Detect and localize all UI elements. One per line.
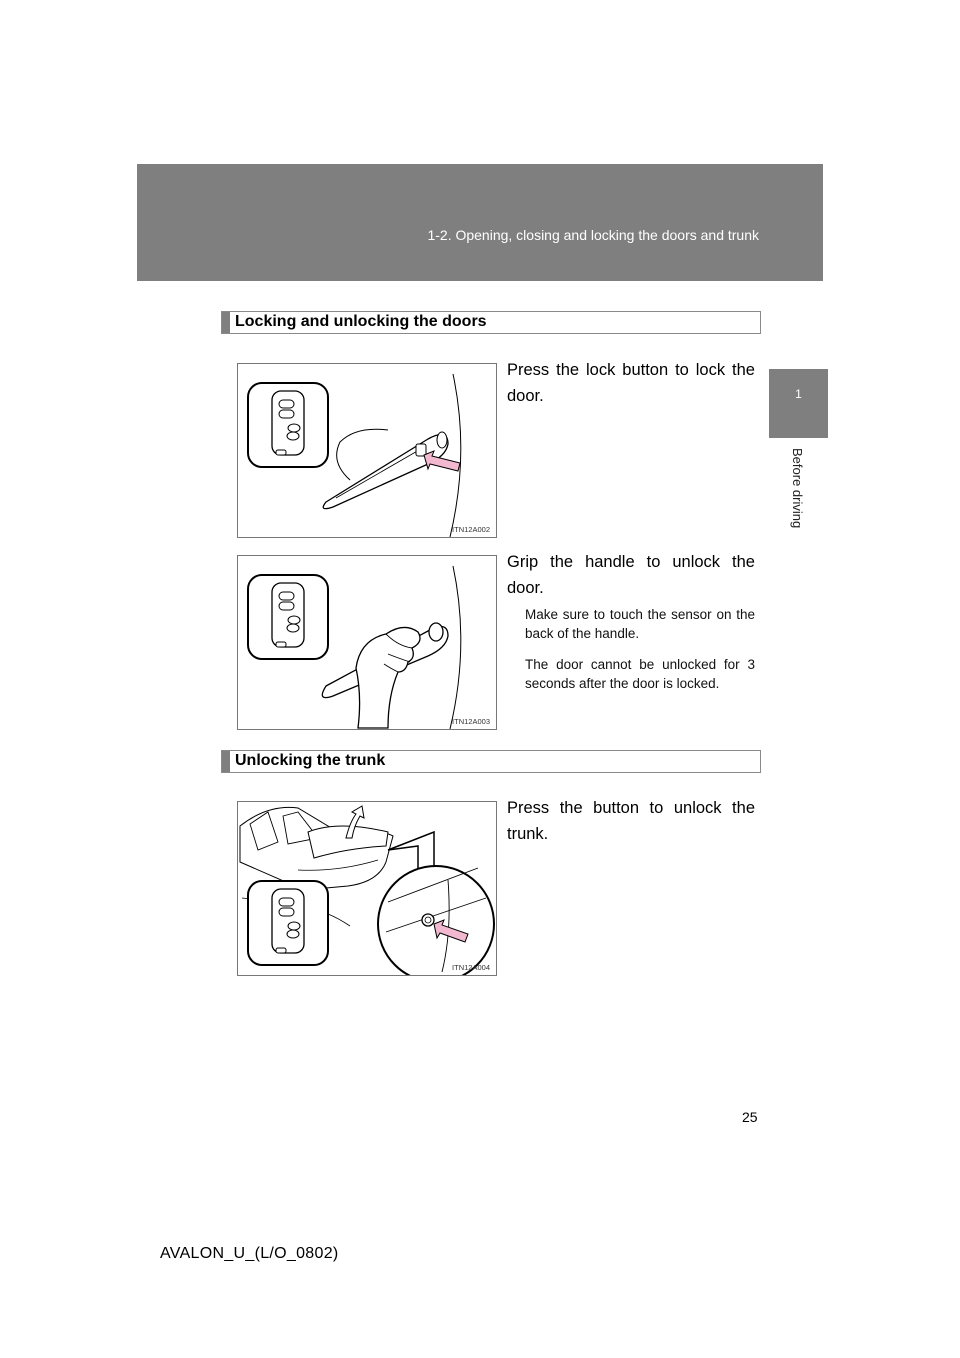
figure-code: ITN12A003: [452, 717, 490, 726]
figure-lock-door: [237, 363, 497, 538]
smart-key-icon: [248, 575, 328, 659]
heading-marker: [222, 312, 230, 333]
chapter-number: 1: [795, 387, 802, 401]
door-handle-icon: [238, 364, 496, 537]
note-delay: The door cannot be unlocked for 3 seconds after the door is locked.: [525, 657, 755, 691]
smart-key-icon: [248, 383, 328, 467]
header-band: [137, 164, 823, 281]
note-sensor: Make sure to touch the sensor on the back of the handle.: [525, 607, 755, 641]
instruction-unlock: Grip the handle to unlock the door.: [507, 553, 755, 597]
smart-key-icon: [248, 881, 328, 965]
instruction-trunk: Press the button to unlock the trunk.: [507, 799, 755, 843]
instruction-lock: Press the lock button to lock the door.: [507, 361, 755, 405]
page-number: 25: [742, 1109, 758, 1125]
section-heading-trunk: [221, 750, 761, 773]
figure-unlock-door: [237, 555, 497, 730]
trunk-icon: [238, 802, 496, 975]
section-heading-text: Unlocking the trunk: [235, 752, 386, 769]
section-heading-doors: [221, 311, 761, 334]
figure-code: ITN12A002: [452, 525, 490, 534]
section-heading-text: Locking and unlocking the doors: [235, 313, 487, 330]
figure-code: ITN12A004: [452, 963, 490, 972]
heading-marker: [222, 751, 230, 772]
chapter-label: Before driving: [790, 448, 805, 529]
chapter-tab: [769, 369, 828, 438]
hand-icon: [238, 556, 496, 729]
section-title: 1-2. Opening, closing and locking the doors and trunk: [427, 227, 759, 243]
figure-unlock-trunk: [237, 801, 497, 976]
footer-code: AVALON_U_(L/O_0802): [160, 1245, 339, 1262]
